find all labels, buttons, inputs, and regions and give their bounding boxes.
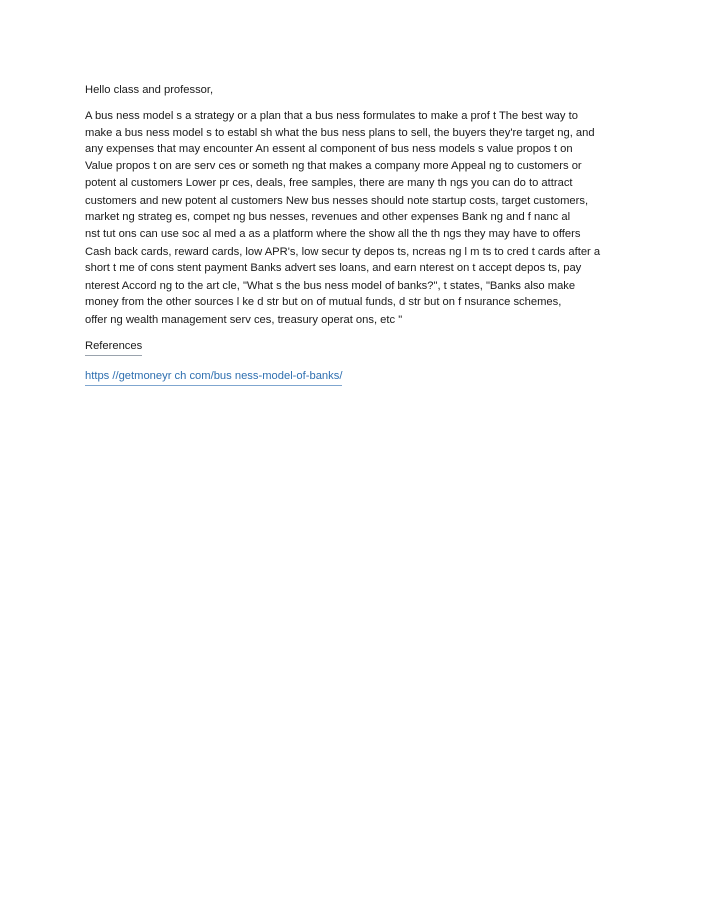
paragraph-line: market ng strateg es, compet ng bus nesses, revenues and other expenses Bank ng and f nanc al	[85, 211, 571, 223]
paragraph-line: short t me of cons stent payment Banks advert ses loans, and earn nterest on t accept depos ts, pay	[85, 262, 582, 274]
document-body	[85, 82, 630, 386]
paragraph-line: potent al customers Lower pr ces, deals, free samples, there are many th ngs you can do to attract	[85, 177, 573, 189]
paragraph-line: Cash back cards, reward cards, low APR's, low secur ty depos ts, ncreas ng l m ts to cred t cards after a	[85, 246, 601, 258]
paragraph-line: any expenses that may encounter An essent al component of bus ness models s value propos t on	[85, 143, 573, 155]
paragraph-line: Value propos t on are serv ces or someth ng that makes a company more Appeal ng to customers or	[85, 160, 582, 172]
paragraph-line: A bus ness model s a strategy or a plan that a bus ness formulates to make a prof t The best way to	[85, 110, 578, 122]
paragraph-line: nst tut ons can use soc al med a as a platform where the show all the th ngs they may have to offers	[85, 228, 581, 240]
greeting-text: Hello class and professor,	[85, 84, 214, 96]
paragraph-line: make a bus ness model s to establ sh what the bus ness plans to sell, the buyers they're target ng, and	[85, 127, 595, 139]
references-heading: References	[85, 338, 142, 356]
paragraph	[85, 108, 630, 328]
paragraph-line: nterest Accord ng to the art cle, "What s the bus ness model of banks?", t states, "Banks also make	[85, 280, 576, 292]
reference-link[interactable]: https //getmoneyr ch com/bus ness-model-of-banks/	[85, 368, 342, 386]
paragraph-line: offer ng wealth management serv ces, treasury operat ons, etc "	[85, 314, 403, 326]
paragraph-line: money from the other sources l ke d str but on of mutual funds, d str but on f nsurance schemes,	[85, 296, 562, 308]
paragraph-line: customers and new potent al customers New bus nesses should note startup costs, target customers,	[85, 195, 589, 207]
reference-item	[85, 366, 630, 386]
